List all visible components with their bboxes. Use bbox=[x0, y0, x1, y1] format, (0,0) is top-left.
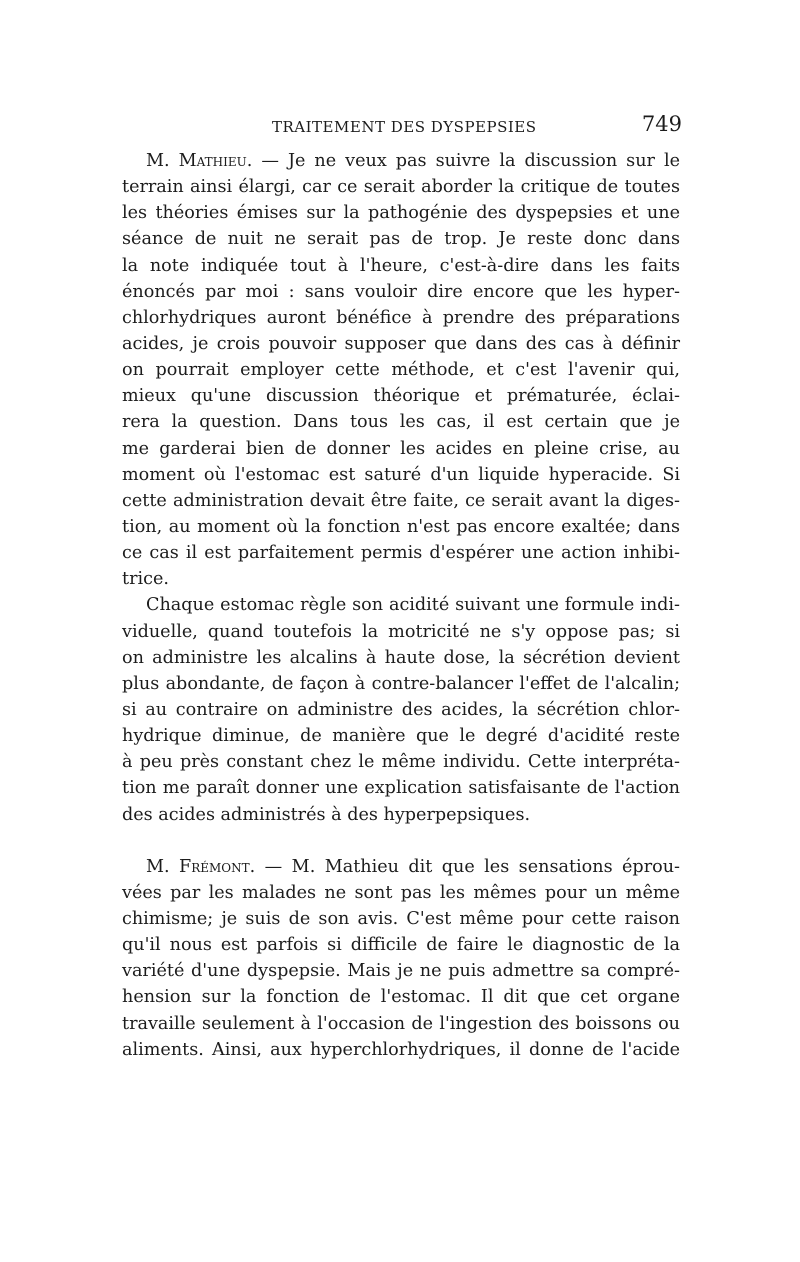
text-line: Chaque estomac règle son acidité suivant une formule indi- bbox=[146, 595, 680, 616]
text-line: moment où l'estomac est saturé d'un liquide hyperacide. Si bbox=[122, 464, 680, 485]
text-line: vées par les malades ne sont pas les mêmes pour un même bbox=[122, 882, 680, 903]
text-line: M. Mathieu. — Je ne veux pas suivre la discussion sur le bbox=[146, 151, 681, 171]
text-line: la note indiquée tout à l'heure, c'est-à-dire dans les faits bbox=[122, 255, 680, 276]
text-line: cette administration devait être faite, ce serait avant la diges- bbox=[122, 490, 680, 511]
paragraph bbox=[122, 854, 680, 1063]
text-line: terrain ainsi élargi, car ce serait aborder la critique de toutes bbox=[122, 177, 680, 198]
text-line: M. Frémont. — M. Mathieu dit que les sensations éprou- bbox=[146, 856, 680, 877]
section-gap bbox=[122, 828, 680, 854]
text-line: hension sur la fonction de l'estomac. Il dit que cet organe bbox=[122, 987, 680, 1008]
text-line: me garderai bien de donner les acides en pleine crise, au bbox=[122, 438, 680, 459]
text-line: travaille seulement à l'occasion de l'ingestion des boissons ou bbox=[122, 1013, 680, 1034]
speaker-name: M. Mathieu. bbox=[146, 151, 253, 171]
text-line: ce cas il est parfaitement permis d'espérer une action inhibi- bbox=[122, 543, 680, 564]
body-text bbox=[122, 148, 680, 1063]
running-title: TRAITEMENT DES DYSPEPSIES bbox=[272, 118, 537, 136]
text-line: aliments. Ainsi, aux hyperchlorhydriques, il donne de l'acide bbox=[122, 1039, 680, 1060]
text-line: les théories émises sur la pathogénie des dyspepsies et une bbox=[122, 203, 680, 224]
text-line: à peu près constant chez le même individu. Cette interpréta- bbox=[122, 752, 680, 773]
text-line: rera la question. Dans tous les cas, il est certain que je bbox=[122, 412, 680, 433]
paragraph bbox=[122, 148, 680, 592]
text-line: plus abondante, de façon à contre-balancer l'effet de l'alcalin; bbox=[122, 673, 680, 694]
text-line: chimisme; je suis de son avis. C'est même pour cette raison bbox=[122, 908, 680, 929]
text-line: on pourrait employer cette méthode, et c'est l'avenir qui, bbox=[122, 360, 680, 381]
text-line: mieux qu'une discussion théorique et prématurée, éclai- bbox=[122, 386, 680, 407]
text-line: des acides administrés à des hyperpepsiques. bbox=[122, 804, 531, 825]
text-line: viduelle, quand toutefois la motricité ne s'y oppose pas; si bbox=[122, 621, 680, 642]
text-line: trice. bbox=[122, 569, 169, 590]
text-line: séance de nuit ne serait pas de trop. Je reste donc dans bbox=[122, 229, 680, 250]
text-line: on administre les alcalins à haute dose, la sécrétion devient bbox=[122, 647, 680, 668]
paragraph bbox=[122, 592, 680, 827]
text-line: énoncés par moi : sans vouloir dire encore que les hyper- bbox=[122, 281, 680, 302]
page-number: 749 bbox=[641, 112, 682, 136]
text-line: si au contraire on administre des acides, la sécrétion chlor- bbox=[122, 699, 680, 720]
text-line: qu'il nous est parfois si difficile de faire le diagnostic de la bbox=[122, 935, 680, 956]
text-line: tion me paraît donner une explication satisfaisante de l'action bbox=[122, 778, 680, 799]
text-line: variété d'une dyspepsie. Mais je ne puis admettre sa compré- bbox=[122, 961, 680, 982]
speaker-name: M. Frémont. bbox=[146, 856, 256, 877]
running-header bbox=[122, 112, 682, 142]
text-line: tion, au moment où la fonction n'est pas encore exaltée; dans bbox=[122, 516, 680, 537]
text-line: acides, je crois pouvoir supposer que dans des cas à définir bbox=[122, 333, 680, 354]
text-line: chlorhydriques auront bénéfice à prendre des préparations bbox=[122, 307, 680, 328]
text-line: hydrique diminue, de manière que le degré d'acidité reste bbox=[122, 726, 680, 747]
